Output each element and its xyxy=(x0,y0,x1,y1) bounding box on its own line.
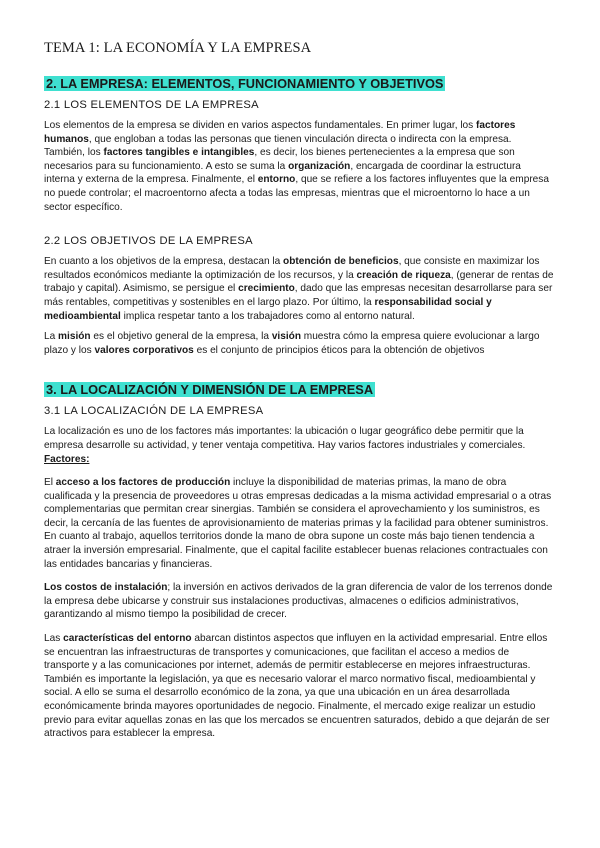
bold-term-factores-tangibles: factores tangibles e intangibles xyxy=(103,147,255,159)
section-2-heading xyxy=(44,75,554,93)
text-run: , (generar de rentas de trabajo y capital). Asimismo, se persigue el xyxy=(44,269,554,295)
text-run: incluye la disponibilidad de materias primas, la mano de obra cualificada y la presencia de proveedores u otras empresas dedicadas a la misma actividad empresarial o a otras complementarias que permitan crear sinergias. También se considera el aprovechamiento y los suministros, es decir, la cercanía de las fuentes de aprovisionamiento de materias primas y la facilidad para obtener suministros. En cuanto al trabajo, aquellos territorios donde la mano de obra supone un coste más bajo tienen tendencia a atraer la inversión empresarial. Finalmente, que el capital facilite establecer buenas relaciones contractuales con las entidades bancarias y financieras. xyxy=(44,477,552,570)
text-run: , que engloban a todas las personas que tienen vinculación directa o indirecta con la empresa. También, los xyxy=(44,133,512,159)
text-run: es el conjunto de principios éticos para la obtención de objetivos xyxy=(193,344,485,356)
underlined-term-factores: Factores: xyxy=(44,453,90,465)
text-run: , dado que las empresas necesitan desarrollarse para ser más rentables, competitivas y sostenibles en el largo plazo. Por último, la xyxy=(44,283,553,308)
bold-term-entorno: entorno xyxy=(257,174,296,186)
text-run: , que se refiere a los factores influyentes que la empresa no puede controlar; el macroentorno afecta a todas las empresas, mientras que el microentorno lo hace a un sector específico. xyxy=(44,174,549,213)
bold-term-caracteristicas-entorno: características del entorno xyxy=(63,633,192,645)
bold-term-beneficios: obtención de beneficios xyxy=(283,256,399,268)
paragraph-3-1-environment xyxy=(44,632,554,741)
paragraph-3-1-production xyxy=(44,476,554,571)
text-run: implica respetar tanto a los trabajadores como al entorno natural. xyxy=(120,310,415,322)
bold-term-costos-instalacion: Los costos de instalación xyxy=(44,582,168,594)
bold-term-valores: valores corporativos xyxy=(94,344,194,356)
paragraph-2-2-objectives xyxy=(44,255,554,323)
bold-term-mision: misión xyxy=(58,331,91,343)
text-run: ; la inversión en activos derivados de la gran diferencia de valor de los terrenos donde la empresa debe ubicarse y construir sus instalaciones productivas, almacenes o edificios administrativos, garantizando al mismo tiempo la posibilidad de crecer. xyxy=(44,582,553,621)
text-run: muestra cómo la empresa quiere evolucionar a largo plazo y los xyxy=(44,331,540,356)
text-run: abarcan distintos aspectos que influyen en la actividad empresarial. Entre ellos se encuentran las infraestructuras de transportes y comunicaciones, que facilitan el acceso a medios de transporte y a las comunicaciones por internet, además de permitir establecerse en mejores infraestructuras. También es importante la legislación, ya que es necesario valorar el marco normativo fiscal, medioambiental y social. A ello se suma el desarrollo económico de la zona, ya que una ubicación en un área desarrollada económicamente brinda mayores oportunidades de negocio. Finalmente, el mercado exige realizar un estudio previo para evitar aquellas zonas en las que los mercados se encuentren saturados, debido a que dejarán de ser atractivos para establecer la empresa. xyxy=(44,633,550,740)
bold-term-organizacion: organización xyxy=(288,160,351,172)
bold-term-responsabilidad: responsabilidad social y medioambiental xyxy=(44,296,492,322)
text-run: El xyxy=(44,477,56,489)
section-2-heading-text: 2. LA EMPRESA: ELEMENTOS, FUNCIONAMIENTO Y OBJETIVOS xyxy=(46,76,444,91)
paragraph-2-2-mission xyxy=(44,330,554,357)
subsection-2-1-heading: 2.1 LOS ELEMENTOS DE LA EMPRESA xyxy=(44,99,259,111)
bold-term-crecimiento: crecimiento xyxy=(238,283,295,295)
document-title: TEMA 1: LA ECONOMÍA Y LA EMPRESA xyxy=(44,40,312,56)
text-run: , encargada de coordinar la estructura interna y externa de la empresa. Finalmente, el xyxy=(44,160,521,186)
text-run: Las xyxy=(44,633,64,645)
section-3-heading-text: 3. LA LOCALIZACIÓN Y DIMENSIÓN DE LA EMPRESA xyxy=(46,382,374,398)
section-3-heading xyxy=(44,381,554,399)
subsection-3-1-heading: 3.1 LA LOCALIZACIÓN DE LA EMPRESA xyxy=(44,405,264,418)
text-run: En cuanto a los objetivos de la empresa, destacan la xyxy=(44,256,284,268)
bold-term-factores-produccion: acceso a los factores de producción xyxy=(55,477,231,489)
subsection-2-2-heading: 2.2 LOS OBJETIVOS DE LA EMPRESA xyxy=(44,235,253,248)
text-run: es el objetivo general de la empresa, la xyxy=(90,331,272,343)
text-run: , es decir, los bienes pertenecientes a la empresa que son necesarios para su funcionamiento. A esto se suma la xyxy=(44,147,515,172)
paragraph-3-1-costs xyxy=(44,581,554,622)
bold-term-factores-humanos: factores humanos xyxy=(44,120,516,145)
bold-term-riqueza: creación de riqueza xyxy=(356,269,451,281)
text-run: La xyxy=(44,331,59,343)
paragraph-2-1-elements xyxy=(44,119,554,214)
text-run: Los elementos de la empresa se dividen en varios aspectos fundamentales. En primer lugar, los xyxy=(44,120,477,131)
text-run: , que consiste en maximizar los resultados económicos mediante la optimización de los recursos, y la xyxy=(44,256,540,281)
paragraph-3-1-intro xyxy=(44,425,554,466)
bold-term-vision: visión xyxy=(271,331,301,343)
text-run: La localización es uno de los factores más importantes: la ubicación o lugar geográfico debe permitir que la empresa desarrolle su actividad, y tener ventaja competitiva. Hay varios factores industriales y comerciales. xyxy=(44,426,526,451)
